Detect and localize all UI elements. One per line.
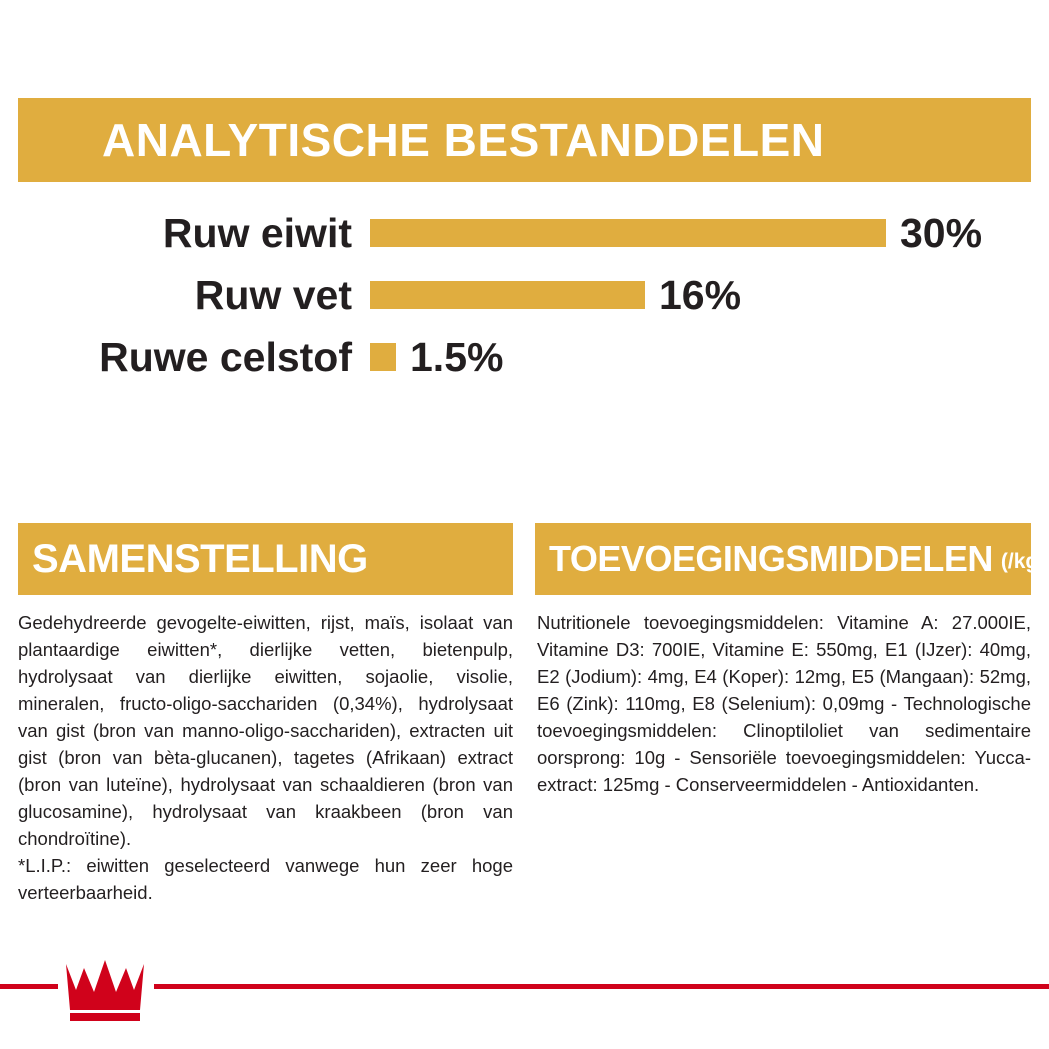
chart-value-crude-protein: 30%	[900, 209, 983, 256]
composition-note: *L.I.P.: eiwitten geselecteerd vanwege hun zeer hoge verteerbaarheid.	[18, 855, 513, 903]
additives-text: Nutritionele toevoegingsmiddelen: Vitamine A: 27.000IE, Vitamine D3: 700IE, Vitamine E: 550mg, E1 (IJzer): 40mg, E2 (Jodium): 4mg, E4 (Koper): 12mg, E5 (Mangaan): 52mg, E6 (Zink): 110mg, E8 (Selenium): 0,09mg - Technologische toevoegingsmiddelen: Clinoptiloliet van sedimentaire oorsprong: 10g - Sensoriële toevoegingsmiddelen: Yucca-extract: 125mg - Conserveermiddelen - Antioxidanten.	[537, 612, 1031, 795]
chart-value-crude-fat: 16%	[659, 271, 742, 318]
chart-row	[18, 264, 1031, 326]
additives-title: TOEVOEGINGSMIDDELEN	[549, 538, 993, 579]
additives-header	[535, 523, 1046, 595]
royal-canin-crown-logo-icon	[62, 950, 148, 1024]
additives-text-block	[537, 609, 1031, 798]
chart-row	[18, 202, 1031, 264]
composition-header	[18, 523, 513, 595]
chart-label-crude-fat: Ruw vet	[194, 271, 352, 318]
chart-bar-crude-protein	[370, 219, 886, 247]
analytical-constituents-header	[18, 98, 1031, 182]
analytical-constituents-chart	[18, 202, 1031, 402]
chart-bar-crude-fibre	[370, 343, 396, 371]
footer-rule	[0, 984, 1049, 989]
chart-label-crude-protein: Ruw eiwit	[162, 209, 352, 256]
composition-title: SAMENSTELLING	[32, 537, 368, 581]
chart-label-crude-fibre: Ruwe celstof	[99, 333, 352, 380]
chart-bar-crude-fat	[370, 281, 645, 309]
chart-row	[18, 326, 1031, 388]
analytical-constituents-title: ANALYTISCHE BESTANDDELEN	[102, 114, 825, 166]
chart-value-crude-fibre: 1.5%	[410, 333, 504, 380]
additives-unit: (/kg)	[1000, 549, 1046, 573]
composition-text: Gedehydreerde gevogelte-eiwitten, rijst, maïs, isolaat van plantaardige eiwitten*, dierlijke vetten, bietenpulp, hydrolysaat van dierlijke eiwitten, sojaolie, visolie, mineralen, fructo-oligo-sacchariden (0,34%), hydrolysaat van gist (bron van manno-oligo-sacchariden), extracten uit gist (bron van bèta-glucanen), tagetes (Afrikaan) extract (bron van luteïne), hydrolysaat van schaaldieren (bron van glucosamine), hydrolysaat van kraakbeen (bron van chondroïtine).	[18, 612, 513, 849]
composition-text-block	[18, 609, 513, 906]
